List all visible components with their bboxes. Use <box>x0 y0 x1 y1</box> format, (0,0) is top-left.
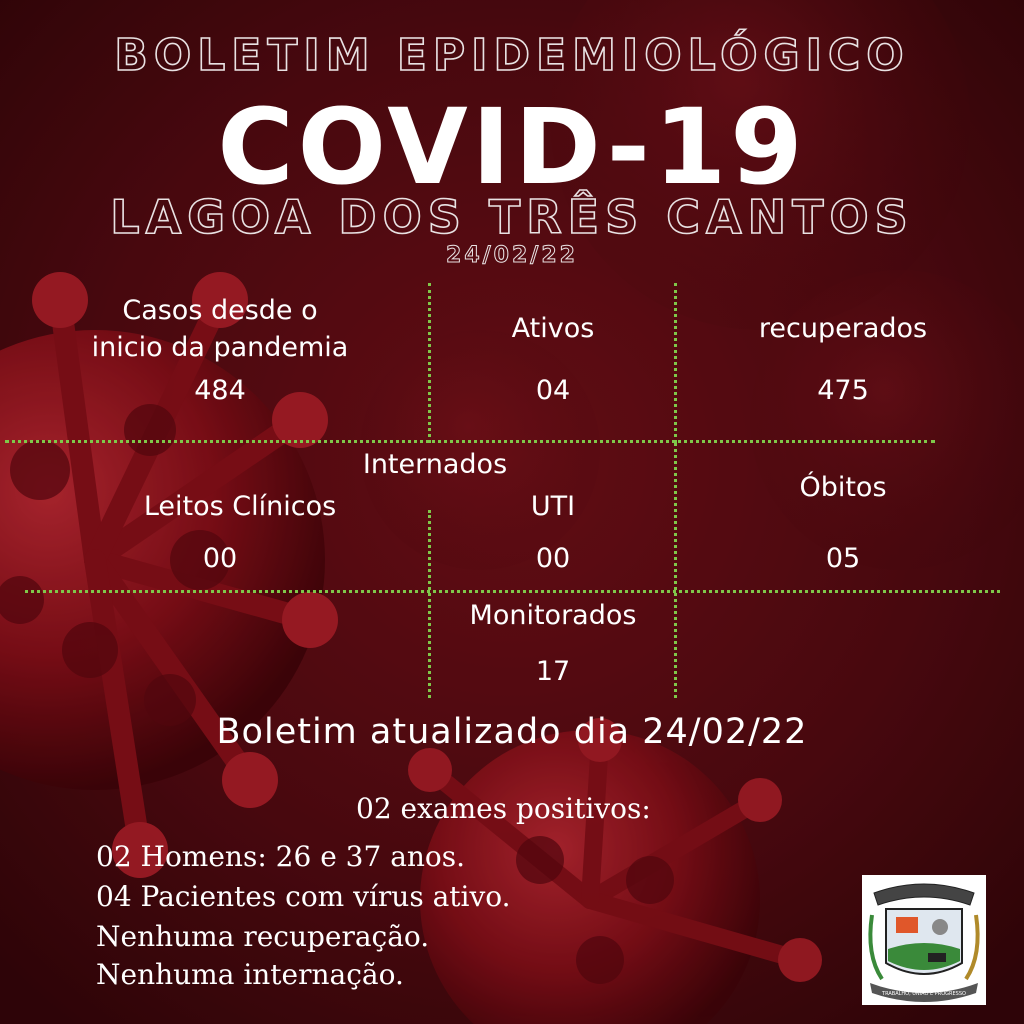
obitos-value: 05 <box>825 543 861 574</box>
grid-line-v3 <box>428 510 431 698</box>
casos-label-line1: Casos desde o <box>122 295 318 326</box>
recuperados-label: recuperados <box>758 313 928 344</box>
casos-value: 484 <box>194 375 246 406</box>
grid-line-v2 <box>674 283 677 443</box>
monitorados-value: 17 <box>535 656 571 687</box>
notes-line-1: 02 Homens: 26 e 37 anos. <box>96 840 466 873</box>
recuperados-value: 475 <box>817 375 869 406</box>
grid-line-v4 <box>674 443 677 698</box>
leitos-value: 00 <box>202 543 238 574</box>
grid-line-h2 <box>25 590 1000 593</box>
notes-line-2: 04 Pacientes com vírus ativo. <box>96 880 511 913</box>
internados-label: Internados <box>362 449 508 480</box>
notes-heading: 02 exames positivos: <box>356 792 651 825</box>
city-name: LAGOA DOS TRÊS CANTOS <box>110 190 914 244</box>
notes-line-3: Nenhuma recuperação. <box>96 920 430 953</box>
header-date: 24/02/22 <box>446 243 578 268</box>
monitorados-label: Monitorados <box>469 600 637 631</box>
casos-label-line2: inicio da pandemia <box>91 332 349 363</box>
uti-value: 00 <box>535 543 571 574</box>
coat-of-arms-icon <box>862 875 986 1005</box>
bulletin-subtitle: BOLETIM EPIDEMIOLÓGICO <box>114 30 910 81</box>
logo-motto: TRABALHO, UNIÃO E PROGRESSO <box>882 991 966 997</box>
ativos-value: 04 <box>535 375 571 406</box>
notes-line-4: Nenhuma internação. <box>96 958 404 991</box>
update-line: Boletim atualizado dia 24/02/22 <box>216 712 808 752</box>
leitos-label: Leitos Clínicos <box>143 491 337 522</box>
municipal-coat-of-arms <box>862 875 986 1005</box>
uti-label: UTI <box>530 491 576 522</box>
grid-line-v1 <box>428 283 431 443</box>
ativos-label: Ativos <box>511 313 595 344</box>
obitos-label: Óbitos <box>799 472 887 503</box>
main-title: COVID-19 <box>217 86 807 208</box>
grid-line-h1 <box>5 440 935 443</box>
